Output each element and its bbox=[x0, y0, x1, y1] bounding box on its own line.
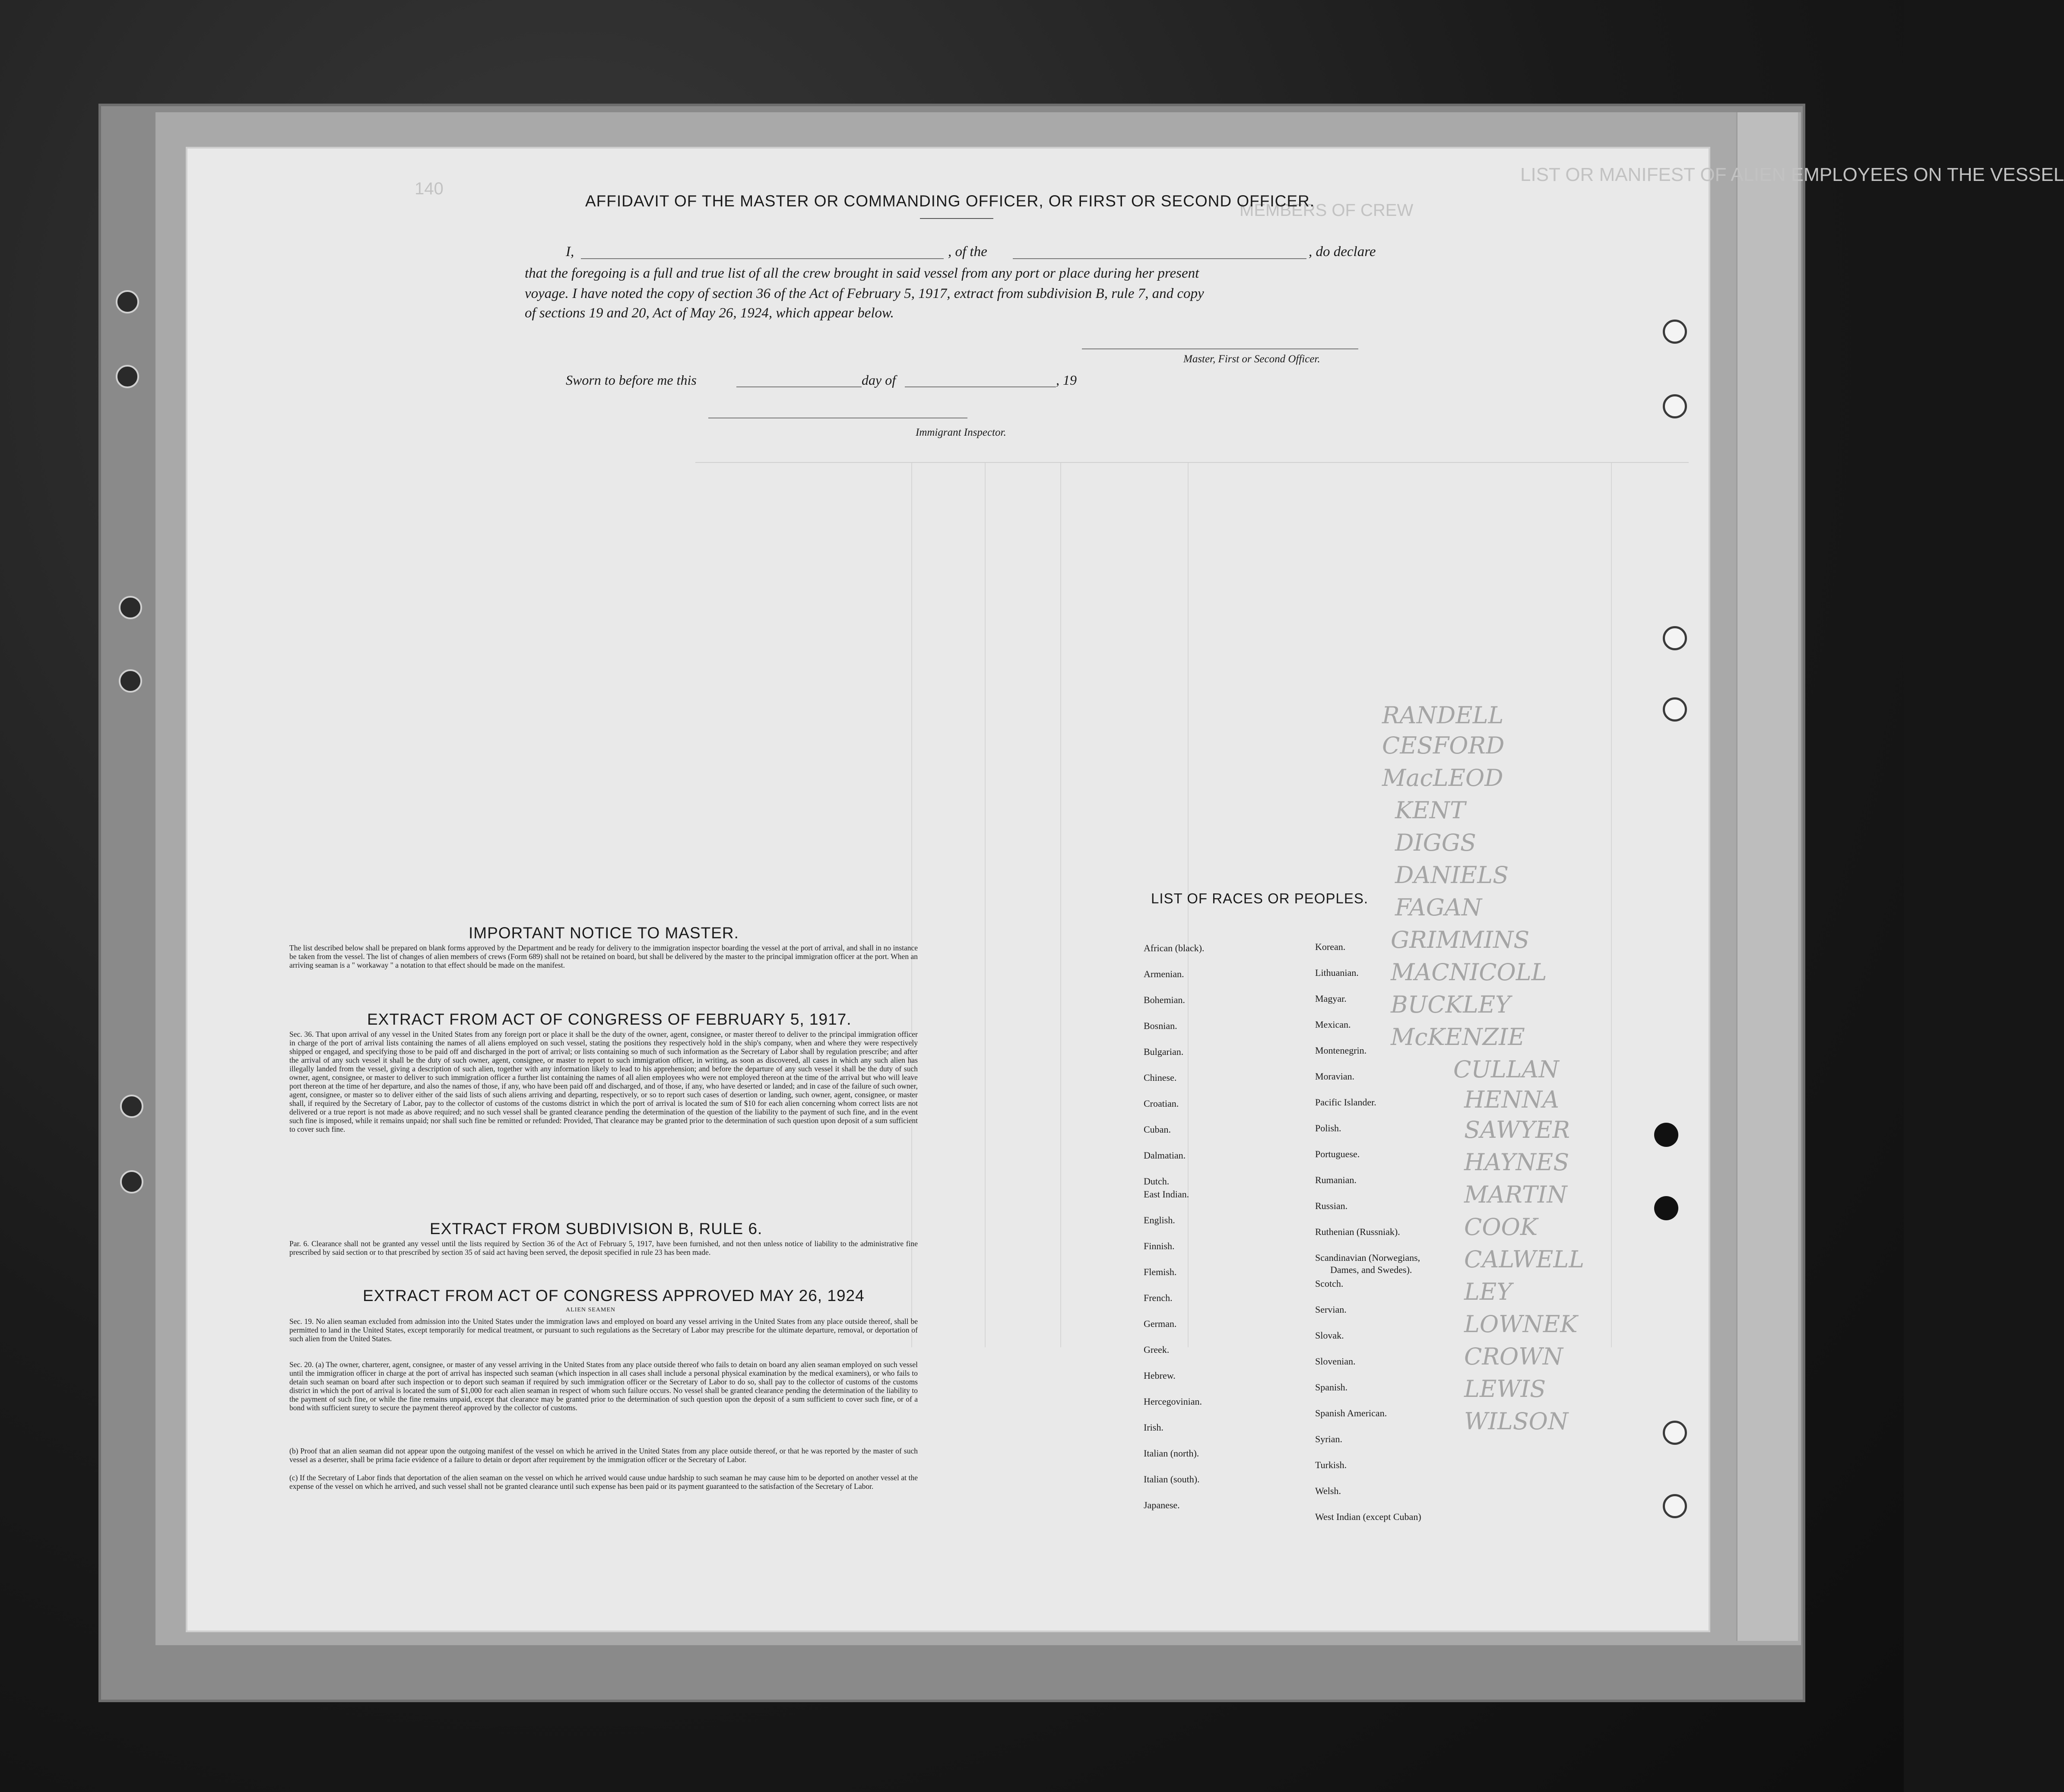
punch-hole bbox=[119, 669, 142, 693]
races-title: LIST OF RACES OR PEOPLES. bbox=[1151, 890, 1369, 906]
race-item: Bosnian. bbox=[1144, 1020, 1177, 1031]
extract-1924-sec19: Sec. 19. No alien seaman excluded from admission into the United States under the immigration laws and employed on board any vessel arriving in the United States from any place outside thereof, shall be permitted to land in the United States, except temporarily for medical treatment, or pursuant to such regulations as the Secretary of Labor may prescribe for the ultimate departure, removal, or deportation of such alien from the United States. bbox=[289, 1317, 918, 1343]
race-item: Servian. bbox=[1315, 1304, 1347, 1315]
race-item: Polish. bbox=[1315, 1123, 1341, 1133]
punch-hole bbox=[116, 290, 139, 313]
race-item: Lithuanian. bbox=[1315, 967, 1359, 978]
race-item: Japanese. bbox=[1144, 1500, 1180, 1510]
punch-hole bbox=[1663, 697, 1687, 722]
master-signature-blank bbox=[1082, 348, 1358, 349]
race-item: Chinese. bbox=[1144, 1072, 1177, 1083]
race-item: Spanish American. bbox=[1315, 1408, 1387, 1418]
punch-hole bbox=[1663, 626, 1687, 650]
race-item: Greek. bbox=[1144, 1344, 1170, 1355]
race-item: Mexican. bbox=[1315, 1019, 1351, 1030]
extract-rule6-text: Par. 6. Clearance shall not be granted any vessel until the lists required by Section 36 of the Act of February 5, 1917, have been furnished, and not then unless notice of liability to the administrative fine prescribed by said section or to that prescribed by section 35 of said act having been served, the deposit specified in rule 23 has been made. bbox=[289, 1239, 918, 1257]
race-item: Montenegrin. bbox=[1315, 1045, 1367, 1056]
bleed-through-name: RANDELL bbox=[1382, 702, 1504, 729]
sworn-text-a: Sworn to before me this bbox=[566, 372, 697, 388]
race-item: Scotch. bbox=[1315, 1278, 1344, 1289]
race-item: Rumanian. bbox=[1315, 1175, 1357, 1185]
bleed-through-name: DANIELS bbox=[1395, 861, 1509, 889]
bleed-through-name: HAYNES bbox=[1464, 1149, 1569, 1176]
race-item: Hebrew. bbox=[1144, 1370, 1176, 1381]
affidavit-page bbox=[186, 147, 2064, 1632]
extract-1924-sec20a: Sec. 20. (a) The owner, charterer, agent, consignee, or master of any vessel arriving in the United States from any place outside thereof who fails to detain on board any alien seaman employed on such vessel until the immigration officer in charge at the port of arrival has inspected such seaman (which inspection in all cases shall include a personal physical examination by the medical examiners), or who fails to detain such seaman on board after such inspection or to deport such seaman if required by such immigration officer or the Secretary of Labor to do so, shall pay to the collector of customs of the customs district in which the port of arrival is located the sum of $1,000 for each alien seaman in respect of whom such failure occurs. No vessel shall be granted clearance pending the determination of the liability to the payment of such fine, or while the fine remains unpaid, except that clearance may be granted prior to the determination of such question upon the deposit of a sum sufficient to cover such fine, or of a bond with sufficient surety to secure the payment thereof approved by the collector of customs. bbox=[289, 1360, 918, 1412]
sworn-day-blank bbox=[736, 386, 862, 387]
affidavit-line-3: voyage. I have noted the copy of section 36 of the Act of February 5, 1917, extract from subdivision B, rule 7, and copy bbox=[525, 286, 1204, 301]
bleed-through-header: LIST OR MANIFEST OF ALIEN EMPLOYEES ON THE VESSEL bbox=[1520, 164, 2064, 185]
ruled-line bbox=[1611, 462, 1612, 1347]
race-item: Ruthenian (Russniak). bbox=[1315, 1226, 1400, 1237]
bleed-through-name: McKENZIE bbox=[1391, 1023, 1525, 1051]
bleed-through-name: MACNICOLL bbox=[1391, 959, 1547, 986]
race-item: Dalmatian. bbox=[1144, 1150, 1186, 1161]
race-item: Slovak. bbox=[1315, 1330, 1344, 1341]
punch-hole bbox=[120, 1170, 143, 1194]
race-item: African (black). bbox=[1144, 943, 1205, 953]
master-signature-label: Master, First or Second Officer. bbox=[1183, 353, 1320, 365]
punch-hole bbox=[119, 596, 142, 619]
race-item: Bulgarian. bbox=[1144, 1046, 1184, 1057]
ruled-line bbox=[695, 462, 1689, 463]
race-item: English. bbox=[1144, 1215, 1175, 1225]
punch-hole bbox=[1663, 320, 1687, 344]
bleed-through-name: FAGAN bbox=[1395, 894, 1482, 921]
inspector-signature-label: Immigrant Inspector. bbox=[916, 427, 1006, 438]
punch-hole bbox=[116, 365, 139, 388]
race-item: Dutch. bbox=[1144, 1176, 1170, 1187]
race-item: Portuguese. bbox=[1315, 1149, 1360, 1159]
bleed-through-name: GRIMMINS bbox=[1391, 926, 1530, 953]
bleed-through-name: BUCKLEY bbox=[1391, 991, 1511, 1018]
affidavit-line-4: of sections 19 and 20, Act of May 26, 1924, which appear below. bbox=[525, 305, 894, 321]
affidavit-line-1c: , do declare bbox=[1309, 244, 1376, 260]
punch-hole bbox=[1654, 1196, 1678, 1220]
bleed-through-crew-word: MEMBERS OF CREW bbox=[1240, 201, 1414, 220]
bleed-through-name: MARTIN bbox=[1464, 1181, 1567, 1208]
race-item: Turkish. bbox=[1315, 1460, 1347, 1470]
bleed-through-name: LOWNEK bbox=[1464, 1311, 1578, 1338]
bleed-through-name: LEWIS bbox=[1464, 1375, 1546, 1403]
race-item: Welsh. bbox=[1315, 1485, 1341, 1496]
race-item: Cuban. bbox=[1144, 1124, 1171, 1135]
bleed-through-name: MacLEOD bbox=[1382, 764, 1503, 792]
race-item: Magyar. bbox=[1315, 993, 1347, 1004]
race-item: Moravian. bbox=[1315, 1071, 1355, 1082]
race-item: East Indian. bbox=[1144, 1189, 1189, 1200]
extract-1917-text: Sec. 36. That upon arrival of any vessel in the United States from any foreign port or place it shall be the duty of the owner, agent, consignee, or master thereof to deliver to the principal immigration officer in charge of the port of arrival lists containing the names of all aliens employed on such vessel, stating the positions they respectively hold in the ship's company, when and where they were respectively shipped or engaged, and specifying those to be paid off and discharged in the port of arrival; or lists containing so much of such information as the Secretary of Labor shall by regulation prescribe; and after the arrival of any such vessel it shall be the duty of such owner, agent, consignee, or master to report to such immigration officer, in writing, as soon as discovered, all cases in which any such alien has illegally landed from the vessel, giving a description of such alien, together with any information likely to lead to his apprehension; and before the departure of any such vessel it shall be the duty of such owner, agent, consignee, or master to deliver to such immigration officer a further list containing the names of all alien employees who were not employed thereon at the time of the arrival but who will leave port thereon at the time of her departure, and also the names of those, if any, who have been paid off and discharged, and of those, if any, who have deserted or landed; and in case of the failure of such owner, agent, consignee, or master so to deliver either of the said lists of such aliens arriving and departing, respectively, or so to report such cases of desertion or landing, such owner, agent, consignee, or master shall, if required by the Secretary of Labor, pay to the collector of customs of the customs district in which the port of arrival is located the sum of $10 for each alien concerning whom correct lists are not delivered or a true report is not made as above required; and no such vessel shall be granted clearance pending the determination of the question of the liability to the payment of such fine, and in the event such fine is imposed, while it remains unpaid; nor shall such fine be remitted or refunded: Provided, That clearance may be granted prior to the determination of such question upon deposit of a sum sufficient to cover such fine. bbox=[289, 1030, 918, 1133]
punch-hole bbox=[1663, 1494, 1687, 1518]
race-item: Croatian. bbox=[1144, 1098, 1179, 1109]
race-item: Scandinavian (Norwegians, bbox=[1315, 1252, 1420, 1263]
affidavit-title: AFFIDAVIT OF THE MASTER OR COMMANDING OFFICER, OR FIRST OR SECOND OFFICER. bbox=[585, 192, 1315, 210]
extract-1924-sec20b: (b) Proof that an alien seaman did not appear upon the outgoing manifest of the vessel on which he arrived in the United States from any place outside thereof, or that he was reported by the master of such vessel as a deserter, shall be prima facie evidence of a failure to detain or deport after requirement by the immigration officer or the Secretary of Labor. bbox=[289, 1447, 918, 1464]
race-item: Finnish. bbox=[1144, 1241, 1175, 1251]
bleed-through-name: CULLAN bbox=[1453, 1056, 1559, 1083]
extract-1917-title: EXTRACT FROM ACT OF CONGRESS OF FEBRUARY 5, 1917. bbox=[367, 1010, 852, 1028]
bleed-through-name: CALWELL bbox=[1464, 1246, 1585, 1273]
race-item: Syrian. bbox=[1315, 1434, 1342, 1444]
punch-hole bbox=[1663, 1421, 1687, 1445]
race-item: French. bbox=[1144, 1292, 1173, 1303]
ruled-line bbox=[1060, 462, 1061, 1347]
ruled-line bbox=[911, 462, 912, 1347]
bleed-through-name: DIGGS bbox=[1395, 829, 1476, 856]
punch-hole bbox=[1663, 394, 1687, 418]
race-item: Italian (north). bbox=[1144, 1448, 1199, 1459]
race-item: Korean. bbox=[1315, 941, 1346, 952]
race-item: Dames, and Swedes). bbox=[1330, 1264, 1412, 1275]
race-item: Hercegovinian. bbox=[1144, 1396, 1202, 1407]
race-item: Spanish. bbox=[1315, 1382, 1348, 1393]
sworn-text-b: day of bbox=[862, 372, 896, 388]
name-blank bbox=[581, 258, 944, 259]
notice-title: IMPORTANT NOTICE TO MASTER. bbox=[469, 924, 739, 942]
bleed-through-name: SAWYER bbox=[1464, 1116, 1570, 1143]
race-item: Pacific Islander. bbox=[1315, 1097, 1376, 1108]
title-rule bbox=[920, 218, 993, 219]
extract-rule6-title: EXTRACT FROM SUBDIVISION B, RULE 6. bbox=[430, 1220, 763, 1238]
bleed-through-name: LEY bbox=[1464, 1278, 1512, 1305]
punch-hole bbox=[1654, 1123, 1678, 1147]
extract-1924-title: EXTRACT FROM ACT OF CONGRESS APPROVED MAY 26, 1924 bbox=[363, 1287, 865, 1304]
bleed-through-name: KENT bbox=[1395, 797, 1466, 824]
affidavit-line-1b: , of the bbox=[948, 244, 987, 260]
bleed-through-name: CESFORD bbox=[1382, 732, 1505, 759]
extract-1924-sec20c: (c) If the Secretary of Labor finds that deportation of the alien seaman on the vessel on which he arrived would cause undue hardship to such seaman he may cause him to be deported on another vessel at the expense of the vessel on which he arrived, and such vessel shall not be granted clearance until such expense has been paid or its payment guaranteed to the satisfaction of the Secretary of Labor. bbox=[289, 1473, 918, 1491]
race-item: Slovenian. bbox=[1315, 1356, 1356, 1367]
race-item: West Indian (except Cuban) bbox=[1315, 1511, 1421, 1522]
punch-hole bbox=[120, 1095, 143, 1118]
race-item: Russian. bbox=[1315, 1200, 1348, 1211]
race-item: Armenian. bbox=[1144, 969, 1184, 979]
alien-seamen-subhead: ALIEN SEAMEN bbox=[566, 1307, 616, 1313]
race-item: Italian (south). bbox=[1144, 1474, 1200, 1485]
sworn-month-blank bbox=[905, 386, 1056, 387]
notice-text: The list described below shall be prepared on blank forms approved by the Department and be ready for delivery to the immigration inspector boarding the vessel at the port of arrival, and shall in no instance be taken from the vessel. The list of changes of alien members of crews (Form 689) shall not be retained on board, but shall be delivered by the master to the principal immigration officer at the port. When an arriving seaman is a " workaway " a notation to that effect should be made on the manifest. bbox=[289, 943, 918, 969]
bleed-through-page-number: 140 bbox=[415, 179, 444, 198]
bleed-through-name: COOK bbox=[1464, 1213, 1538, 1241]
vessel-blank bbox=[1013, 258, 1306, 259]
race-item: Flemish. bbox=[1144, 1266, 1177, 1277]
race-item: German. bbox=[1144, 1318, 1177, 1329]
sworn-text-c: , 19 bbox=[1056, 372, 1077, 388]
race-item: Bohemian. bbox=[1144, 994, 1185, 1005]
bleed-through-name: WILSON bbox=[1464, 1408, 1569, 1435]
race-item: Irish. bbox=[1144, 1422, 1164, 1433]
bleed-through-name: HENNA bbox=[1464, 1086, 1560, 1113]
affidavit-line-1a: I, bbox=[566, 244, 574, 260]
affidavit-line-2: that the foregoing is a full and true list of all the crew brought in said vessel from any port or place during her present bbox=[525, 266, 1199, 281]
bleed-through-name: CROWN bbox=[1464, 1343, 1563, 1370]
underlying-sheet-edge bbox=[1736, 112, 1798, 1641]
ruled-line bbox=[985, 462, 986, 1347]
